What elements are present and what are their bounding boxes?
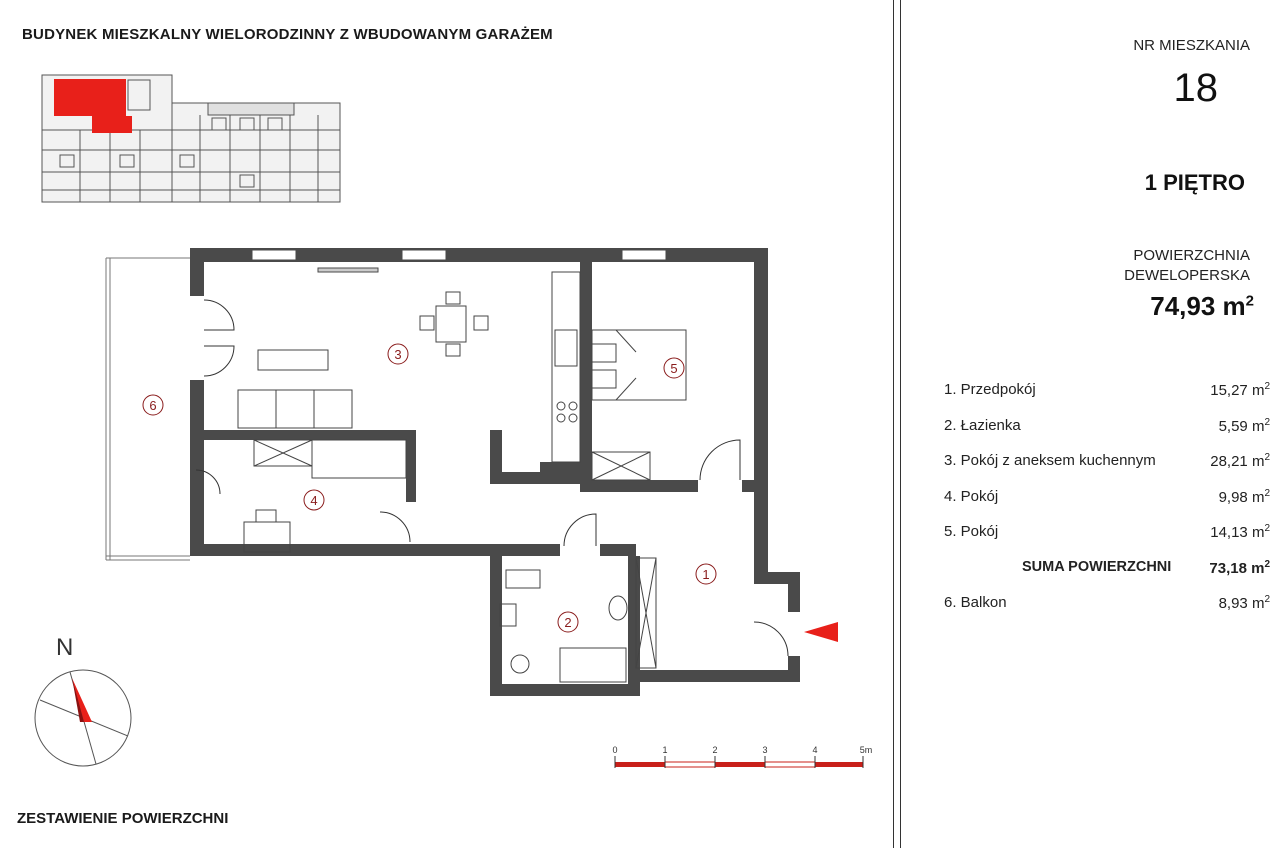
total-area (1209, 559, 1270, 577)
scale-tick-label: 0 (612, 745, 618, 755)
room-name: 3. Pokój z aneksem kuchennym (944, 452, 1156, 469)
room-row (944, 381, 1270, 417)
area-unit-sup: 2 (1245, 292, 1254, 310)
room-list (944, 381, 1270, 630)
room-label-2: 2 (564, 615, 572, 630)
furniture (238, 272, 686, 682)
room-area-value: 14,13 m (1210, 524, 1265, 541)
room-name: 6. Balkon (944, 594, 1007, 611)
room-area-unit: 2 (1264, 594, 1270, 605)
scale-tick-label: 4 (812, 745, 818, 755)
area-value (1150, 291, 1254, 322)
area-label (1124, 246, 1250, 286)
total-area-label: SUMA POWIERZCHNI (1022, 558, 1172, 575)
balcony (106, 258, 190, 560)
room-row (944, 417, 1270, 453)
apartment-number-label: NR MIESZKANIA (1133, 37, 1250, 54)
room-area-value: 9,98 m (1218, 488, 1265, 506)
scale-tick-label: 2 (712, 745, 718, 755)
room-name: 2. Łazienka (944, 416, 1021, 434)
room-area (1210, 381, 1270, 399)
room-area-unit: 2 (1264, 487, 1270, 499)
area-value-text: 74,93 m (1150, 291, 1246, 321)
room-label-3: 3 (394, 347, 402, 362)
room-area-value: 8,93 m (1218, 595, 1265, 612)
room-label-5: 5 (670, 361, 678, 376)
room-row (944, 594, 1270, 630)
scale-tick-label: 3 (762, 745, 768, 755)
entrance-arrow-icon (804, 622, 838, 642)
room-row (944, 452, 1270, 488)
room-row (944, 523, 1270, 559)
scale-tick-label: 5m (859, 745, 873, 755)
room-area-value: 5,59 m (1218, 417, 1265, 435)
scale-tick-label: 1 (662, 745, 668, 755)
room-name: 4. Pokój (944, 487, 999, 505)
room-area-value: 28,21 m (1210, 453, 1265, 470)
area-label-line1: POWIERZCHNIA (1133, 247, 1250, 264)
room-label-4: 4 (310, 493, 318, 508)
walls (190, 248, 800, 696)
floor-label: 1 PIĘTRO (1144, 170, 1245, 195)
compass-north-label: N (56, 634, 74, 661)
room-area-value: 15,27 m (1210, 382, 1265, 399)
room-area (1210, 523, 1270, 541)
room-row (944, 488, 1270, 524)
total-area-value: 73,18 m (1209, 559, 1265, 577)
scale-bar (615, 756, 863, 768)
summary-title: ZESTAWIENIE POWIERZCHNI (17, 810, 229, 827)
room-name: 1. Przedpokój (944, 381, 1036, 398)
room-area (1219, 594, 1270, 612)
area-label-line2: DEWELOPERSKA (1124, 267, 1250, 284)
room-area-unit: 2 (1264, 381, 1270, 392)
room-label-1: 1 (702, 567, 710, 582)
room-area-unit: 2 (1264, 523, 1270, 534)
building-title: BUDYNEK MIESZKALNY WIELORODZINNY Z WBUDOWANYM GARAŻEM (22, 26, 553, 43)
total-area-unit: 2 (1264, 558, 1270, 570)
room-label-6: 6 (149, 398, 157, 413)
room-area (1219, 417, 1270, 435)
room-area (1219, 488, 1270, 506)
room-area (1210, 452, 1270, 470)
total-area-row (944, 559, 1270, 595)
info-panel (902, 0, 1280, 848)
divider-line (900, 0, 901, 848)
room-area-unit: 2 (1264, 452, 1270, 463)
compass-icon (35, 670, 131, 766)
apartment-number: 18 (1173, 66, 1218, 110)
room-name: 5. Pokój (944, 523, 999, 540)
room-area-unit: 2 (1264, 416, 1270, 428)
